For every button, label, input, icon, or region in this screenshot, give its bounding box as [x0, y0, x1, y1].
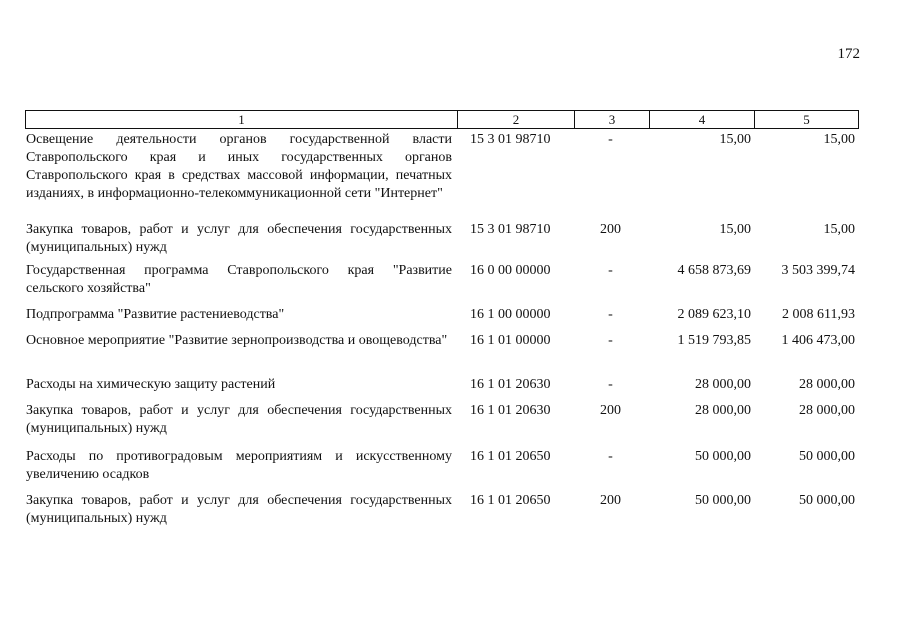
row-value-4: 50 000,00	[695, 449, 751, 464]
row-type: -	[608, 377, 613, 392]
row-type: 200	[600, 493, 621, 508]
table-header	[25, 110, 859, 129]
table-row	[25, 306, 859, 332]
row-value-4: 2 089 623,10	[677, 307, 751, 322]
row-value-4: 15,00	[719, 132, 751, 147]
row-type: -	[608, 263, 613, 278]
row-code: 16 1 00 00000	[470, 307, 551, 322]
row-name: Государственная программа Ставропольского края "Развитие сельского хозяйства"	[26, 263, 452, 296]
row-type: -	[608, 132, 613, 147]
row-value-4: 50 000,00	[695, 493, 751, 508]
table-row	[25, 402, 859, 448]
row-type: -	[608, 333, 613, 348]
row-code: 16 1 01 20630	[470, 377, 551, 392]
table-row	[25, 221, 859, 262]
row-value-5: 50 000,00	[799, 493, 855, 508]
row-value-5: 28 000,00	[799, 403, 855, 418]
row-value-4: 1 519 793,85	[677, 333, 751, 348]
row-name: Закупка товаров, работ и услуг для обеспечения государственных (муниципальных) нужд	[26, 222, 452, 255]
table-row	[25, 376, 859, 402]
row-name: Закупка товаров, работ и услуг для обеспечения государственных (муниципальных) нужд	[26, 493, 452, 526]
row-name: Основное мероприятие "Развитие зернопроизводства и овощеводства"	[26, 333, 448, 348]
row-value-5: 15,00	[823, 132, 855, 147]
row-value-5: 50 000,00	[799, 449, 855, 464]
table-row	[25, 131, 859, 221]
table-row	[25, 492, 859, 532]
row-name: Расходы по противоградовым мероприятиям и искусственному увеличению осадков	[26, 449, 452, 482]
row-type: 200	[600, 222, 621, 237]
row-value-5: 15,00	[823, 222, 855, 237]
row-value-5: 1 406 473,00	[781, 333, 855, 348]
row-type: 200	[600, 403, 621, 418]
row-value-4: 28 000,00	[695, 403, 751, 418]
page-number: 172	[837, 46, 860, 62]
table-row	[25, 262, 859, 306]
row-value-4: 4 658 873,69	[677, 263, 751, 278]
row-code: 16 1 01 00000	[470, 333, 551, 348]
row-type: -	[608, 307, 613, 322]
row-value-4: 15,00	[719, 222, 751, 237]
header-col-4: 4	[649, 111, 754, 128]
header-col-3: 3	[574, 111, 649, 128]
row-code: 16 0 00 00000	[470, 263, 551, 278]
row-value-5: 3 503 399,74	[781, 263, 855, 278]
budget-table	[25, 110, 859, 532]
header-col-1: 1	[238, 112, 245, 127]
row-name: Подпрограмма "Развитие растениеводства"	[26, 307, 285, 322]
header-col-2: 2	[457, 111, 574, 128]
row-code: 16 1 01 20650	[470, 449, 551, 464]
header-col-5: 5	[754, 111, 858, 128]
row-code: 15 3 01 98710	[470, 222, 551, 237]
table-row	[25, 332, 859, 376]
row-name: Освещение деятельности органов государственной власти Ставропольского края и иных государственных органов Ставропольского края в средствах массовой информации, печатных изданиях, в информационно-телекоммуникационной сети "Интернет"	[26, 132, 452, 201]
row-value-4: 28 000,00	[695, 377, 751, 392]
table-row	[25, 448, 859, 492]
row-code: 16 1 01 20630	[470, 403, 551, 418]
row-value-5: 2 008 611,93	[782, 307, 855, 322]
row-code: 16 1 01 20650	[470, 493, 551, 508]
row-name: Закупка товаров, работ и услуг для обеспечения государственных (муниципальных) нужд	[26, 403, 452, 436]
row-name: Расходы на химическую защиту растений	[26, 377, 276, 392]
row-value-5: 28 000,00	[799, 377, 855, 392]
row-code: 15 3 01 98710	[470, 132, 551, 147]
row-type: -	[608, 449, 613, 464]
